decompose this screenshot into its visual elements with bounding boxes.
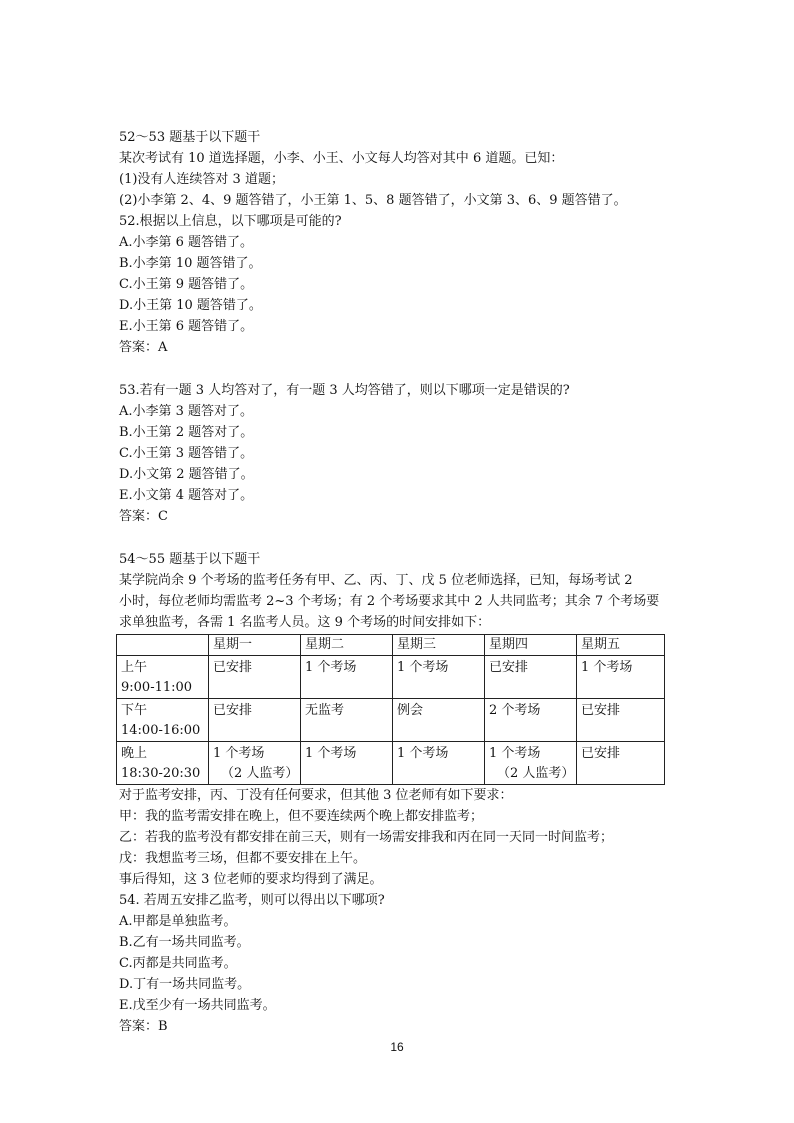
requirement-yi: 乙：若我的监考没有都安排在前三天，则有一场需安排我和丙在同一天同一时间监考； [119, 830, 614, 845]
q52-option-c: C.小王第 9 题答错了。 [119, 277, 254, 292]
requirement-intro: 对于监考安排，丙、丁没有任何要求，但其他 3 位老师有如下要求： [119, 788, 513, 803]
page-number: 16 [390, 1040, 404, 1054]
q54-answer: 答案：B [119, 1019, 168, 1034]
slot-time: 14:00-16:00 [121, 723, 201, 738]
q52-answer: 答案：A [119, 340, 168, 355]
table-row-afternoon [117, 699, 665, 742]
q54-option-c: C.丙都是共同监考。 [119, 956, 237, 971]
question-52: 52.根据以上信息，以下哪项是可能的? [119, 214, 342, 229]
cell-subtext: （2 人监考） [221, 766, 299, 781]
condition-1: (1)没有人连续答对 3 道题； [119, 172, 284, 187]
table-cell [393, 699, 485, 742]
spacer [119, 527, 679, 549]
q53-answer: 答案：C [119, 509, 168, 524]
spacer [119, 358, 679, 380]
stem-line-1: 某学院尚余 9 个考场的监考任务有甲、乙、丙、丁、戊 5 位老师选择，已知，每场考试 2 [119, 573, 633, 588]
condition-2: (2)小李第 2、4、9 题答错了，小王第 1、5、8 题答错了，小文第 3、6、9 题答错了。 [119, 193, 627, 208]
header-cell-monday: 星期一 [209, 635, 301, 656]
q52-option-a: A.小李第 6 题答错了。 [119, 235, 254, 250]
q54-option-b: B.乙有一场共同监考。 [119, 935, 250, 950]
time-slot-cell [117, 742, 209, 785]
cell-text: 1 个考场 [581, 660, 633, 675]
table-cell [393, 742, 485, 785]
table-cell [301, 742, 393, 785]
table-cell [577, 699, 665, 742]
cell-text: 已安排 [489, 660, 529, 675]
cell-text: 1 个考场 [305, 660, 357, 675]
q53-option-e: E.小文第 4 题答对了。 [119, 488, 254, 503]
table-cell [577, 742, 665, 785]
cell-text: 例会 [397, 703, 424, 718]
page-content [119, 127, 679, 1037]
cell-text: 1 个考场 [305, 746, 357, 761]
cell-text: 已安排 [213, 703, 253, 718]
q54-option-d: D.丁有一场共同监考。 [119, 977, 251, 992]
table-cell [209, 699, 301, 742]
slot-label: 下午 [121, 703, 148, 718]
requirement-wu: 戊：我想监考三场，但都不要安排在上午。 [119, 851, 367, 866]
q53-option-a: A.小李第 3 题答对了。 [119, 404, 254, 419]
q53-option-c: C.小王第 3 题答错了。 [119, 446, 254, 461]
table-cell [209, 656, 301, 699]
schedule-table [116, 634, 665, 785]
cell-text: 已安排 [581, 746, 621, 761]
header-cell-friday: 星期五 [577, 635, 665, 656]
stem-line-3: 求单独监考，各需 1 名监考人员。这 9 个考场的时间安排如下： [119, 615, 491, 630]
requirement-result: 事后得知，这 3 位老师的要求均得到了满足。 [119, 872, 383, 887]
table-cell [485, 699, 577, 742]
q54-option-a: A.甲都是单独监考。 [119, 914, 237, 929]
header-cell-wednesday: 星期三 [393, 635, 485, 656]
requirement-jia: 甲：我的监考需安排在晚上，但不要连续两个晚上都安排监考； [119, 809, 484, 824]
table-cell [393, 656, 485, 699]
slot-time: 9:00-11:00 [121, 680, 193, 695]
question-54: 54. 若周五安排乙监考，则可以得出以下哪项? [119, 893, 385, 908]
q52-option-d: D.小王第 10 题答错了。 [119, 298, 262, 313]
table-header-row [117, 635, 665, 656]
q52-option-b: B.小李第 10 题答错了。 [119, 256, 262, 271]
table-cell [301, 699, 393, 742]
cell-text: 1 个考场 [213, 746, 265, 761]
stem-line-2: 小时，每位老师均需监考 2~3 个考场；有 2 个考场要求其中 2 人共同监考；其余 7 个考场要 [119, 594, 660, 609]
header-cell-thursday: 星期四 [485, 635, 577, 656]
section-heading-52-53: 52～53 题基于以下题干 [119, 130, 261, 145]
header-cell-tuesday: 星期二 [301, 635, 393, 656]
table-row-morning [117, 656, 665, 699]
question-53: 53.若有一题 3 人均答对了，有一题 3 人均答错了，则以下哪项一定是错误的? [119, 383, 570, 398]
table-row-evening [117, 742, 665, 785]
cell-text: 1 个考场 [489, 746, 541, 761]
cell-text: 已安排 [213, 660, 253, 675]
table-cell [485, 742, 577, 785]
time-slot-cell [117, 656, 209, 699]
table-cell [301, 656, 393, 699]
section-stem: 某次考试有 10 道选择题，小李、小王、小文每人均答对其中 6 道题。已知： [119, 151, 564, 166]
table-cell [485, 656, 577, 699]
header-cell-empty [117, 635, 209, 656]
q54-option-e: E.戊至少有一场共同监考。 [119, 998, 276, 1013]
cell-text: 2 个考场 [489, 703, 541, 718]
slot-label: 晚上 [121, 746, 148, 761]
cell-text: 无监考 [305, 703, 345, 718]
section-heading-54-55: 54～55 题基于以下题干 [119, 552, 261, 567]
slot-label: 上午 [121, 660, 148, 675]
q53-option-b: B.小王第 2 题答对了。 [119, 425, 254, 440]
cell-text: 1 个考场 [397, 746, 449, 761]
time-slot-cell [117, 699, 209, 742]
cell-text: 已安排 [581, 703, 621, 718]
q52-option-e: E.小王第 6 题答错了。 [119, 319, 254, 334]
cell-text: 1 个考场 [397, 660, 449, 675]
table-cell [209, 742, 301, 785]
cell-subtext: （2 人监考） [497, 766, 575, 781]
q53-option-d: D.小文第 2 题答错了。 [119, 467, 254, 482]
slot-time: 18:30-20:30 [121, 766, 201, 781]
table-cell [577, 656, 665, 699]
